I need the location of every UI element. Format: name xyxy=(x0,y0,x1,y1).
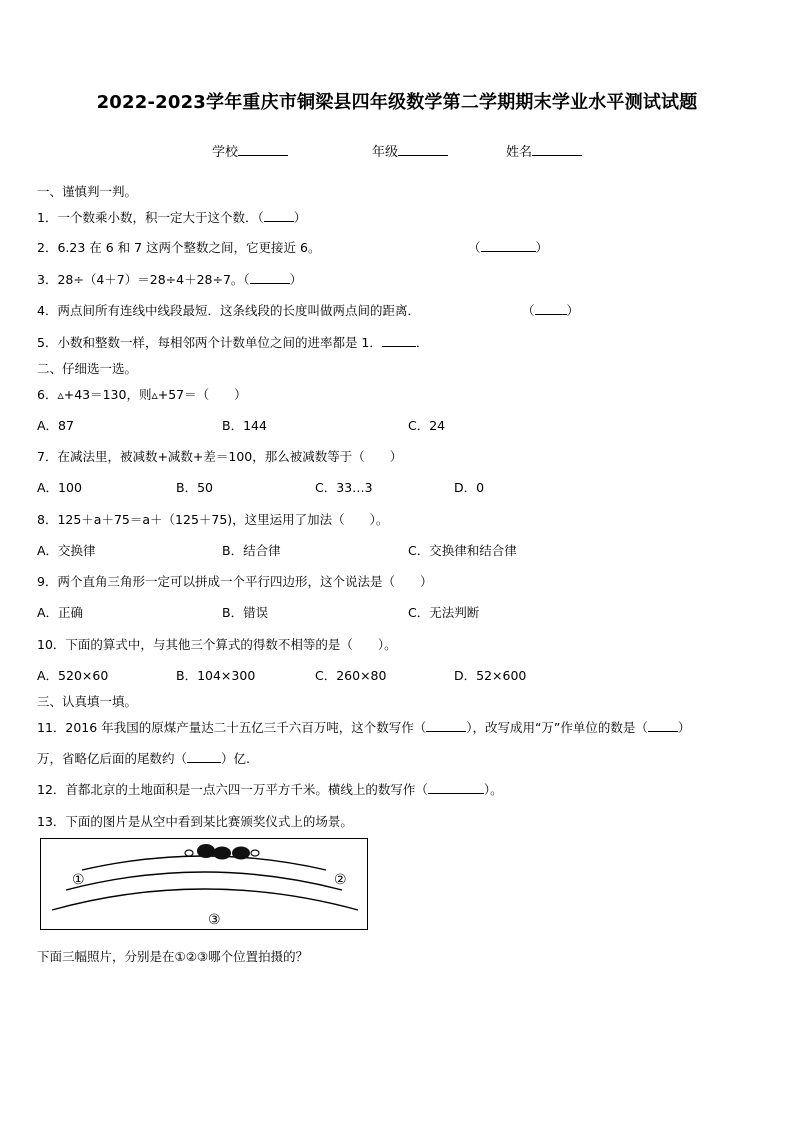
option-b: B．错误 xyxy=(222,605,269,620)
question-3: 3．28÷（4＋7）＝28÷4＋28÷7。（ ） xyxy=(37,272,303,287)
question-2: 2．6.23 在 6 和 7 这两个整数之间，它更接近 6。 xyxy=(37,240,321,255)
answer-blank xyxy=(264,210,294,222)
option-b: B．50 xyxy=(176,480,213,495)
option-d: D．0 xyxy=(454,480,485,495)
option-b: B．144 xyxy=(222,418,267,433)
page-title: 2022-2023学年重庆市铜梁县四年级数学第二学期期末学业水平测试试题 xyxy=(96,92,698,113)
option-a: A．87 xyxy=(37,418,74,433)
option-c: C．无法判断 xyxy=(408,605,480,620)
question-11-cont: 万，省略亿后面的尾数约（ ）亿. xyxy=(37,751,250,766)
award-ceremony-figure xyxy=(40,838,368,930)
option-a: A．交换律 xyxy=(37,543,96,558)
question-10: 10．下面的算式中，与其他三个算式的得数不相等的是（ ）。 xyxy=(37,637,397,652)
section-1-heading: 一、谨慎判一判。 xyxy=(37,184,138,199)
option-a: A．100 xyxy=(37,480,82,495)
question-1: 1．一个数乘小数，积一定大于这个数．（ ） xyxy=(37,210,307,225)
question-8: 8．125＋a＋75＝a＋（125＋75)，这里运用了加法（ ）。 xyxy=(37,512,389,527)
option-b: B．104×300 xyxy=(176,668,256,683)
name-blank xyxy=(532,143,582,156)
answer-blank xyxy=(382,335,416,347)
question-7: 7．在减法里，被减数+减数+差＝100，那么被减数等于（ ） xyxy=(37,449,403,464)
answer-blank xyxy=(648,720,678,732)
question-12: 12．首都北京的土地面积是一点六四一万平方千米。横线上的数写作（ ）。 xyxy=(37,782,503,797)
option-d: D．52×600 xyxy=(454,668,527,683)
position-label-3: ③ xyxy=(208,912,221,928)
option-a: A．正确 xyxy=(37,605,84,620)
section-3-heading: 三、认真填一填。 xyxy=(37,694,138,709)
option-c: C．24 xyxy=(408,418,446,433)
name-field xyxy=(506,141,582,160)
question-4-paren: （ ） xyxy=(522,303,580,318)
option-c: C．33…3 xyxy=(315,480,373,495)
grade-field xyxy=(372,141,448,160)
grade-blank xyxy=(398,143,448,156)
question-6: 6．▵+43＝130，则▵+57＝（ ） xyxy=(37,387,247,402)
school-blank xyxy=(238,143,288,156)
question-4: 4．两点间所有连线中线段最短．这条线段的长度叫做两点间的距离． xyxy=(37,303,420,318)
question-13-instruction: 下面三幅照片，分别是在①②③哪个位置拍摄的？ xyxy=(37,949,309,964)
section-2-heading: 二、仔细选一选。 xyxy=(37,361,138,376)
option-a: A．520×60 xyxy=(37,668,109,683)
grade-label: 年级 xyxy=(372,145,399,160)
name-label: 姓名 xyxy=(506,145,533,160)
answer-blank xyxy=(535,303,567,315)
school-label: 学校 xyxy=(212,145,239,160)
question-2-paren: （ ） xyxy=(468,240,549,255)
answer-blank xyxy=(428,782,484,794)
question-13: 13．下面的图片是从空中看到某比赛颁奖仪式上的场景。 xyxy=(37,814,353,829)
school-field xyxy=(212,141,288,160)
position-label-2: ② xyxy=(334,872,347,888)
answer-blank xyxy=(250,272,290,284)
position-label-1: ① xyxy=(72,872,85,888)
option-c: C．交换律和结合律 xyxy=(408,543,517,558)
question-11: 11．2016 年我国的原煤产量达二十五亿三千六百万吨，这个数写作（ ），改写成用“万”作单位的数是（ ） xyxy=(37,720,691,735)
option-c: C．260×80 xyxy=(315,668,387,683)
answer-blank xyxy=(426,720,466,732)
answer-blank xyxy=(481,240,536,252)
question-9: 9．两个直角三角形一定可以拼成一个平行四边形，这个说法是（ ） xyxy=(37,574,433,589)
question-5: 5．小数和整数一样，每相邻两个计数单位之间的进率都是 1． ． xyxy=(37,335,429,350)
option-b: B．结合律 xyxy=(222,543,281,558)
answer-blank xyxy=(187,751,221,763)
